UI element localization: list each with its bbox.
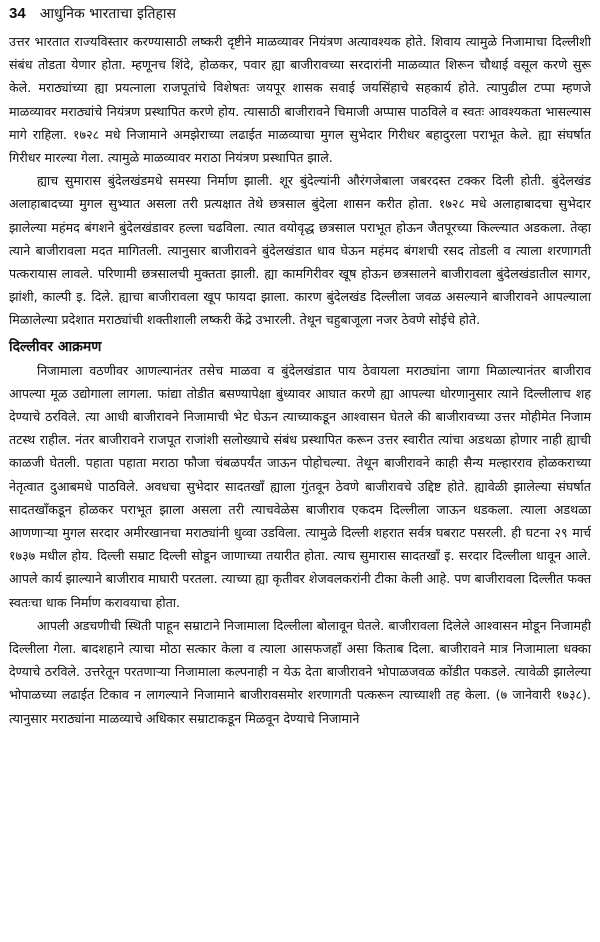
page-number: 34 [9,5,26,22]
paragraph-bundelkhand: ह्याच सुमारास बुंदेलखंडमधे समस्या निर्माण झाली. शूर बुंदेल्यांनी औरंगजेबाला जबरदस्त टक्कर दिली होती. बुंदेलखंड अलाहाबादच्या मुगल सुभ्यात असला तरी प्रत्यक्षात तेथे छत्रसाल बुंदेला शासन करीत होता. १७२८ मधे अलाहाबादचा सुभेदार झालेल्या महंमद बंगशने बुंदेलखंडावर हल्ला चढविला. त्यात वयोवृद्ध छत्रसाल पराभूत होऊन जैतपूरच्या किल्ल्यात अडकला. तेव्हा त्याने बाजीरावला मदत मागितली. त्यानुसार बाजीरावने बुंदेलखंडात धाव घेऊन महंमद बंगशची रसद तोडली व त्याला शरणागती पत्करायास लावले. परिणामी छत्रसालची मुक्तता झाली. ह्या कामगिरीवर खूष होऊन छत्रसालने बाजीरावला बुंदेलखंडातील सागर, झांशी, काल्पी इ. दिले. ह्याचा बाजीरावला खूप फायदा झाला. कारण बुंदेलखंड दिल्लीला जवळ असल्याने बाजीरावने आपल्याला मिळालेल्या प्रदेशात मराठ्यांची शक्तीशाली लष्करी केंद्रे उभारली. तेथून चहुबाजूला नजर ठेवणे सोईचे होते. [9,173,591,328]
paragraph-bhopal: आपली अडचणीची स्थिती पाहून सम्राटाने निजामाला दिल्लीला बोलावून घेतले. बाजीरावला दिलेले आश्वासन मोडून निजामही दिल्लीला गेला. बादशहाने त्याचा मोठा सत्कार केला व त्याला आसफजहाँ असा किताब दिला. बाजीरावने मात्र निजामाला धक्का देण्याचे ठरविले. उत्तरेतून परतणाऱ्या निजामाला कल्पनाही न येऊ देता बाजीरावने भोपाळजवळ कोंडीत पकडले. त्यावेळी झालेल्या भोपाळच्या लढाईत टिकाव न लागल्याने निजामाने बाजीरावसमोर शरणागती पत्करून त्याच्याशी तह केला. (७ जानेवारी १७३८). त्यानुसार मराठ्यांना माळव्याचे अधिकार सम्राटाकडून मिळवून देण्याचे निजामाने [9,617,591,726]
running-title: आधुनिक भारताचा इतिहास [39,6,176,22]
section-heading: दिल्लीवर आक्रमण [9,338,102,355]
page-header [9,0,591,30]
paragraph-delhi-attack: निजामाला वठणीवर आणल्यानंतर तसेच माळवा व बुंदेलखंडात पाय ठेवायला मराठ्यांना जागा मिळाल्यानंतर बाजीराव आपल्या मूळ उद्योगाला लागला. फांद्या तोडीत बसण्यापेक्षा बुंध्यावर आघात करणे ह्या आपल्या धोरणानुसार त्याने दिल्लीलाच शह देण्याचे ठरविले. त्या आधी बाजीरावने निजामाची भेट घेऊन त्याच्याकडून आश्वासन घेतले की बाजीरावच्या उत्तर मोहीमेत निजाम तटस्थ राहील. नंतर बाजीरावने राजपूत राजांशी सलोख्याचे संबंध प्रस्थापित करून उत्तर स्वारीत त्यांचा अडथळा होणार नाही ह्याची काळजी घेतली. पहाता पहाता मराठा फौजा चंबळपर्यंत जाऊन पोहोचल्या. तेथून बाजीरावने काही सैन्य मल्हारराव होळकराच्या नेतृत्वात दुआबमधे पाठविले. अवधचा सुभेदार सादतखाँ ह्याला गुंतवून ठेवणे बाजीरावचे उद्दिष्ट होते. ह्यावेळी झालेल्या संघर्षात सादतखाँकडून होळकर पराभूत झाला असला तरी त्याचवेळेस बाजीराव एकदम दिल्लीला जाऊन धडकला. त्याला अडथळा आणणाऱ्या मुगल सरदार अमीरखानचा मराठ्यांनी धुव्वा उडविला. त्यामुळे दिल्ली शहरात सर्वत्र घबराट पसरली. ही घटना २९ मार्च १७३७ मधील होय. दिल्ली सम्राट दिल्ली सोडून जाणाच्या तयारीत होता. त्याच सुमारास सादतखाँ इ. सरदार दिल्लीला धावून आले. आपले कार्य झाल्याने बाजीराव माघारी परतला. त्याच्या ह्या कृतीवर शेजवलकरांनी टीका केली आहे. पण बाजीरावला दिल्लीत फक्त स्वतःचा धाक निर्माण करावयाचा होता. [9,362,591,610]
paragraph-malwa: उत्तर भारतात राज्यविस्तार करण्यासाठी लष्करी दृष्टीने माळव्यावर नियंत्रण अत्यावश्यक होते. शिवाय त्यामुळे निजामाचा दिल्लीशी संबंध तोडता येणार होता. म्हणूनच शिंदे, होळकर, पवार ह्या बाजीरावच्या सरदारांनी माळव्यात शिरून चौथाई वसूल करणे सुरू केले. मराठ्यांच्या ह्या प्रयत्नाला राजपूतांचे विशेषतः जयपूर शासक सवाई जयसिंहाचे सहकार्य होते. त्यापुढील टप्पा म्हणजे माळव्यावर मराठ्यांचे नियंत्रण प्रस्थापित करणे होय. त्यासाठी बाजीरावने चिमाजी अप्पास पाठविले व स्वतः आवश्यकता भासल्यास मागे राहिला. १७२८ मधे निजामाने अमझेराच्या लढाईत माळव्याचा मुगल सुभेदार गिरीधर बहादुरला पराभूत केले. ह्या संघर्षात गिरीधर मारल्या गेला. त्यामुळे माळव्यावर मराठा नियंत्रण प्रस्थापित झाले. [9,34,591,166]
